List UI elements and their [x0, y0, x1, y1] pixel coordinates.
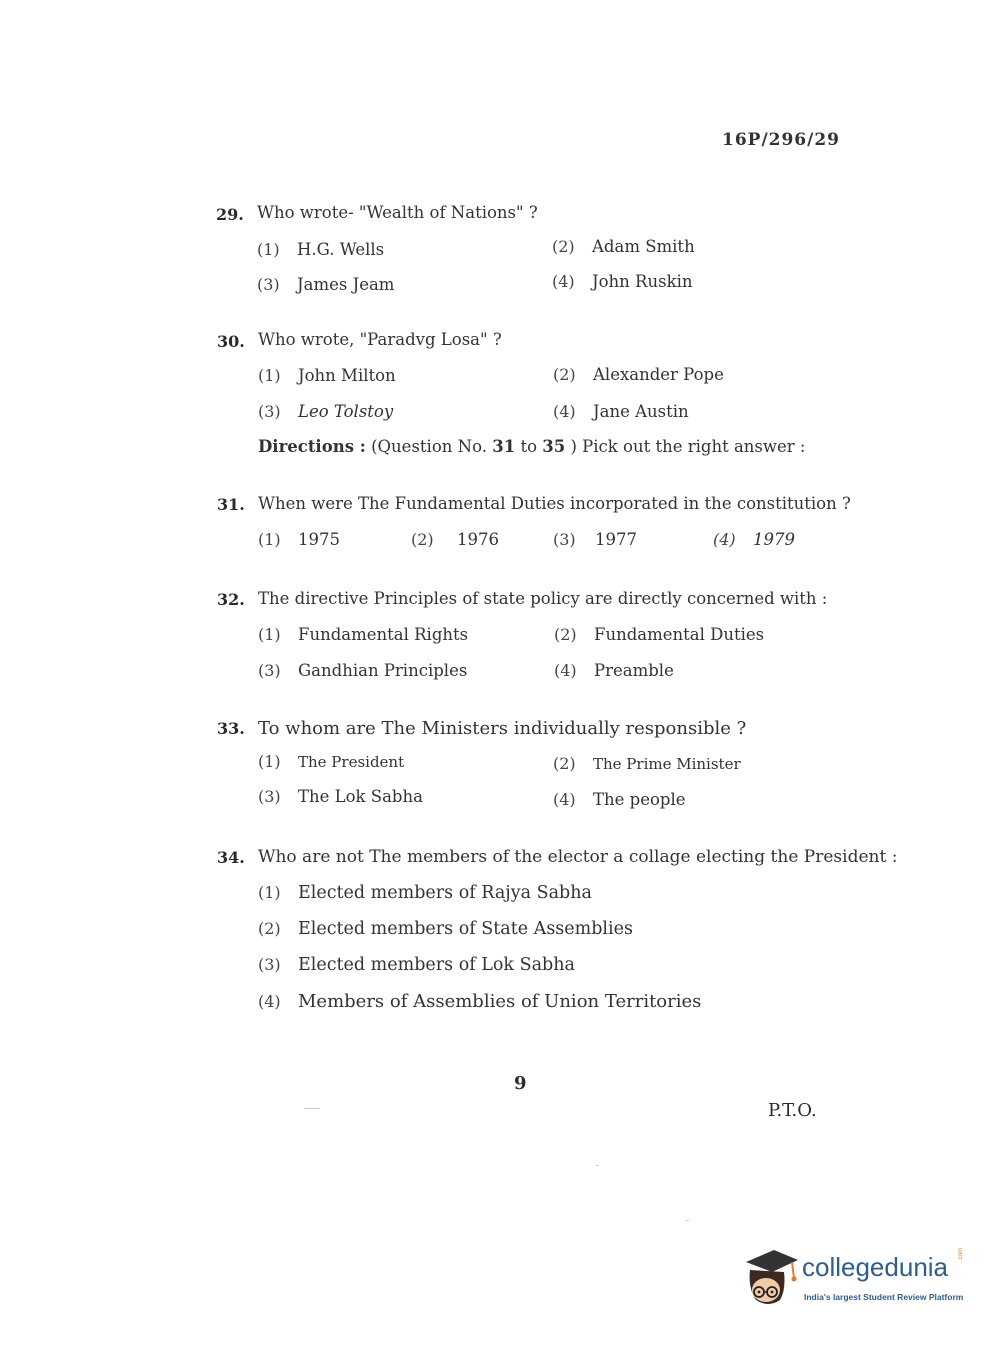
option-number: (4) [554, 661, 577, 680]
question-text: Who are not The members of the elector a collage electing the President : [258, 847, 898, 867]
pto-label: P.T.O. [768, 1100, 817, 1121]
option-number: (3) [258, 402, 281, 421]
option-text: Alexander Pope [593, 365, 724, 384]
option-number: (4) [553, 790, 576, 809]
question-text: Who wrote- "Wealth of Nations" ? [257, 203, 538, 222]
option-number: (4) [552, 272, 575, 291]
scan-speck [304, 1108, 320, 1109]
option-number: (1) [257, 240, 280, 259]
question-number: 32. [217, 590, 245, 609]
option-text: 1979 [753, 530, 795, 549]
option-number: (1) [258, 366, 281, 385]
option-text: 1975 [298, 530, 340, 549]
option [554, 625, 764, 644]
logo-suffix: .com [958, 1247, 964, 1261]
option-number: (2) [552, 237, 575, 256]
option [258, 752, 404, 771]
question-number: 31. [217, 495, 245, 514]
option [257, 275, 394, 294]
question-text: To whom are The Ministers individually responsible ? [258, 718, 747, 739]
page-number: 9 [514, 1073, 527, 1094]
option-text: The President [298, 753, 405, 771]
option-number: (1) [258, 883, 281, 902]
option-number: (4) [258, 992, 281, 1011]
option [258, 919, 633, 939]
question-number: 30. [217, 332, 245, 351]
option-number: (2) [554, 625, 577, 644]
option-text: The Lok Sabha [298, 787, 423, 806]
option-text: The Prime Minister [593, 755, 741, 773]
option-text: The people [593, 790, 686, 809]
option [552, 272, 692, 291]
logo-wordmark: collegedunia [802, 1252, 949, 1282]
option-text: Elected members of State Assemblies [298, 919, 633, 939]
scan-speck [686, 1220, 689, 1221]
option-number: (3) [258, 661, 281, 680]
option-text: Preamble [594, 661, 674, 680]
question-text: The directive Principles of state policy are directly concerned with : [258, 589, 828, 608]
option-text: Leo Tolstoy [298, 402, 394, 421]
directions-to-word: to [520, 437, 538, 456]
option-text: 1977 [595, 530, 637, 549]
option-text: James Jeam [297, 275, 395, 294]
option [552, 237, 695, 256]
option-number: (2) [553, 754, 576, 773]
option [258, 402, 393, 421]
option-text: Elected members of Lok Sabha [298, 955, 575, 975]
option [411, 530, 499, 549]
directions-text-before: (Question No. [371, 437, 487, 456]
directions-text-after: ) Pick out the right answer : [570, 437, 806, 456]
option-text: Elected members of Rajya Sabha [298, 883, 592, 903]
question-text: When were The Fundamental Duties incorporated in the constitution ? [258, 494, 851, 513]
option-text: 1976 [457, 530, 499, 549]
option-text: H.G. Wells [297, 240, 385, 259]
question-number: 33. [217, 719, 245, 738]
option [258, 991, 701, 1012]
directions-label: Directions : [258, 437, 366, 456]
option-number: (2) [411, 530, 434, 549]
option [553, 530, 637, 549]
option [258, 883, 592, 903]
option [553, 365, 724, 384]
option-number: (3) [553, 530, 576, 549]
option-text: John Milton [298, 366, 396, 385]
collegedunia-logo [740, 1248, 970, 1314]
directions-to: 35 [542, 437, 566, 456]
option-number: (3) [258, 787, 281, 806]
option [554, 661, 674, 680]
option [258, 787, 423, 806]
option-text: Fundamental Duties [594, 625, 765, 644]
option-text: Adam Smith [592, 237, 695, 256]
option [258, 661, 467, 680]
option-number: (4) [713, 530, 736, 549]
option [553, 790, 686, 809]
logo-tagline: India's largest Student Review Platform [804, 1292, 964, 1302]
option-number: (3) [258, 955, 281, 974]
scan-speck [596, 1165, 599, 1166]
option-text: John Ruskin [592, 272, 693, 291]
option-text: Members of Assemblies of Union Territories [298, 991, 702, 1012]
option-text: Gandhian Principles [298, 661, 468, 680]
directions [258, 437, 805, 456]
mascot-icon [740, 1248, 800, 1312]
option-text: Fundamental Rights [298, 625, 469, 644]
option [553, 402, 689, 421]
directions-from: 31 [492, 437, 516, 456]
option [713, 530, 795, 549]
option-number: (1) [258, 625, 281, 644]
option [258, 366, 396, 385]
option-number: (1) [258, 530, 281, 549]
option [258, 625, 468, 644]
option-number: (4) [553, 402, 576, 421]
option [257, 240, 384, 259]
question-text: Who wrote, "Paradvg Losa" ? [258, 330, 502, 349]
option [258, 530, 340, 549]
option [258, 955, 575, 975]
option [553, 754, 741, 773]
option-number: (3) [257, 275, 280, 294]
option-number: (2) [258, 919, 281, 938]
paper-code: 16P/296/29 [722, 130, 841, 150]
option-text: Jane Austin [593, 402, 689, 421]
option-number: (2) [553, 365, 576, 384]
question-number: 34. [217, 848, 245, 867]
option-number: (1) [258, 752, 281, 771]
question-number: 29. [216, 205, 244, 224]
